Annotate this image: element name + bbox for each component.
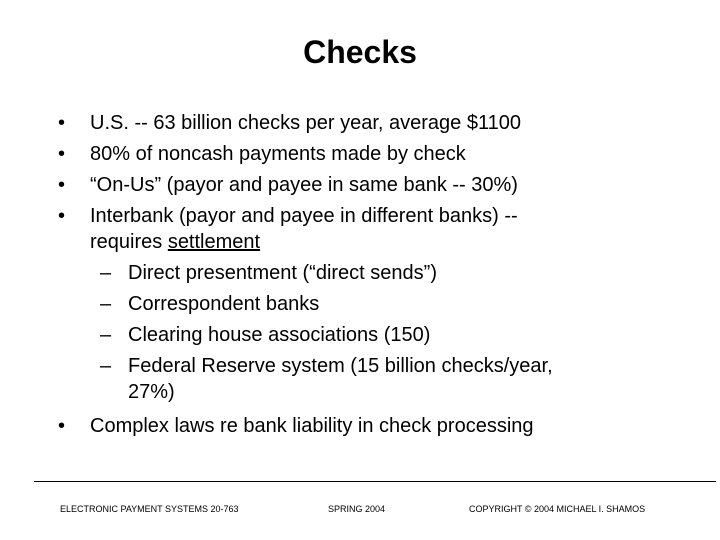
bullet-item-interbank-continuation [90, 229, 260, 255]
requires-text: requires [90, 231, 168, 253]
sub-item-federal-reserve-continuation: 27%) [128, 381, 175, 403]
bullet-item-complex-laws: Complex laws re bank liability in check processing [90, 415, 534, 437]
bullet-item-interbank: Interbank (payor and payee in different banks) -- [90, 205, 518, 227]
footer-term: SPRING 2004 [328, 504, 386, 514]
settlement-text: settlement [167, 231, 261, 253]
bullet-marker: • [58, 112, 66, 134]
bullet-marker: • [58, 415, 66, 437]
footer-copyright: COPYRIGHT © 2004 MICHAEL I. SHAMOS [469, 504, 646, 514]
dash-marker: – [100, 324, 112, 346]
bullet-marker: • [58, 174, 66, 196]
dash-marker: – [100, 262, 112, 284]
dash-marker: – [100, 293, 112, 315]
bullet-item-check-volume: U.S. -- 63 billion checks per year, average $1100 [90, 112, 521, 134]
sub-item-clearing-house: Clearing house associations (150) [128, 324, 431, 346]
bullet-marker: • [58, 205, 66, 227]
footer-course: ELECTRONIC PAYMENT SYSTEMS 20-763 [60, 504, 239, 514]
bullet-item-on-us: “On-Us” (payor and payee in same bank -- 30%) [90, 174, 518, 196]
bullet-item-noncash-share: 80% of noncash payments made by check [90, 143, 466, 165]
slide-title: Checks [303, 34, 417, 70]
sub-item-correspondent-banks: Correspondent banks [128, 293, 320, 315]
dash-marker: – [100, 355, 112, 377]
sub-item-direct-presentment: Direct presentment (“direct sends”) [128, 262, 437, 284]
sub-item-federal-reserve: Federal Reserve system (15 billion checks/year, [128, 355, 553, 377]
bullet-marker: • [58, 143, 66, 165]
footer-divider [34, 481, 716, 482]
